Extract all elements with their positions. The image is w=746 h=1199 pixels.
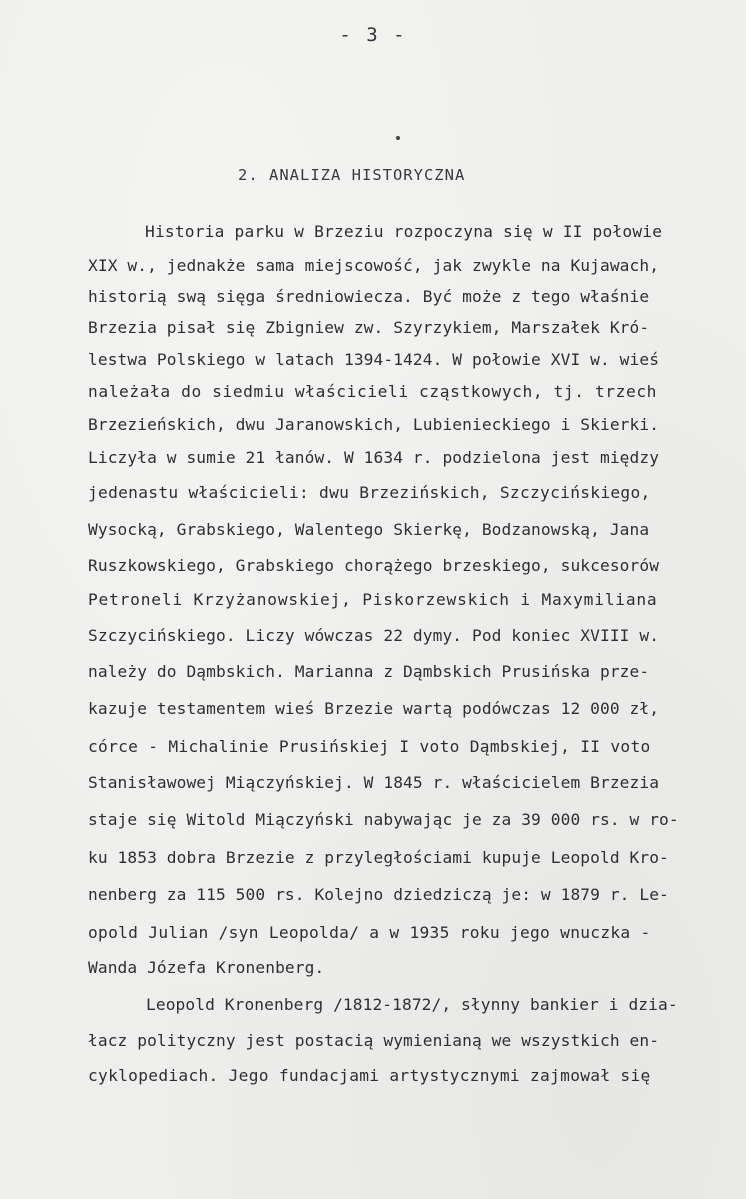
text-line: opold Julian /syn Leopolda/ a w 1935 roku jego wnuczka - [88,923,651,942]
text-line: XIX w., jednakże sama miejscowość, jak zwykle na Kujawach, [88,256,660,275]
text-line: Petroneli Krzyżanowskiej, Piskorzewskich i Maxymiliana [88,590,658,609]
text-line: lestwa Polskiego w latach 1394-1424. W połowie XVI w. wieś [88,350,660,369]
text-line: Ruszkowskiego, Grabskiego chorążego brzeskiego, sukcesorów [88,556,660,575]
text-line: łacz polityczny jest postacią wymienianą we wszystkich en- [88,1031,660,1050]
text-line: jedenastu właścicieli: dwu Brzezińskich, Szczycińskiego, [88,483,651,502]
text-line: Szczycińskiego. Liczy wówczas 22 dymy. Pod koniec XVIII w. [88,626,660,645]
section-heading: 2. ANALIZA HISTORYCZNA [238,166,466,184]
text-line: staje się Witold Miączyński nabywając je za 39 000 rs. w ro- [88,810,679,829]
text-line: należała do siedmiu właścicieli cząstkowych, tj. trzech [88,382,658,401]
page-number: - 3 - [339,24,407,46]
text-line: nenberg za 115 500 rs. Kolejno dziedziczą je: w 1879 r. Le- [88,885,669,904]
stray-mark [396,136,400,140]
text-line: Stanisławowej Miączyńskiej. W 1845 r. właścicielem Brzezia [88,773,660,792]
text-line: historią swą sięga średniowiecza. Być może z tego właśnie [88,287,650,306]
text-line: córce - Michalinie Prusińskiej I voto Dąmbskiej, II voto [88,737,651,756]
text-line: cyklopediach. Jego fundacjami artystycznymi zajmował się [88,1066,651,1085]
text-line: Liczyła w sumie 21 łanów. W 1634 r. podzielona jest między [88,448,660,467]
text-line: Historia parku w Brzeziu rozpoczyna się w II połowie [145,222,663,241]
text-line: Wysocką, Grabskiego, Walentego Skierkę, Bodzanowską, Jana [88,520,650,539]
text-line: należy do Dąmbskich. Marianna z Dąmbskich Prusińska prze- [88,662,650,681]
text-line: Leopold Kronenberg /1812-1872/, słynny bankier i dzia- [146,995,678,1014]
text-line: kazuje testamentem wieś Brzezie wartą podówczas 12 000 zł, [88,699,660,718]
text-line: ku 1853 dobra Brzezie z przyległościami kupuje Leopold Kro- [88,848,669,867]
text-line: Brzezieńskich, dwu Jaranowskich, Lubienieckiego i Skierki. [88,415,660,434]
text-line: Brzezia pisał się Zbigniew zw. Szyrzykiem, Marszałek Kró- [88,318,650,337]
text-line: Wanda Józefa Kronenberg. [88,958,325,977]
